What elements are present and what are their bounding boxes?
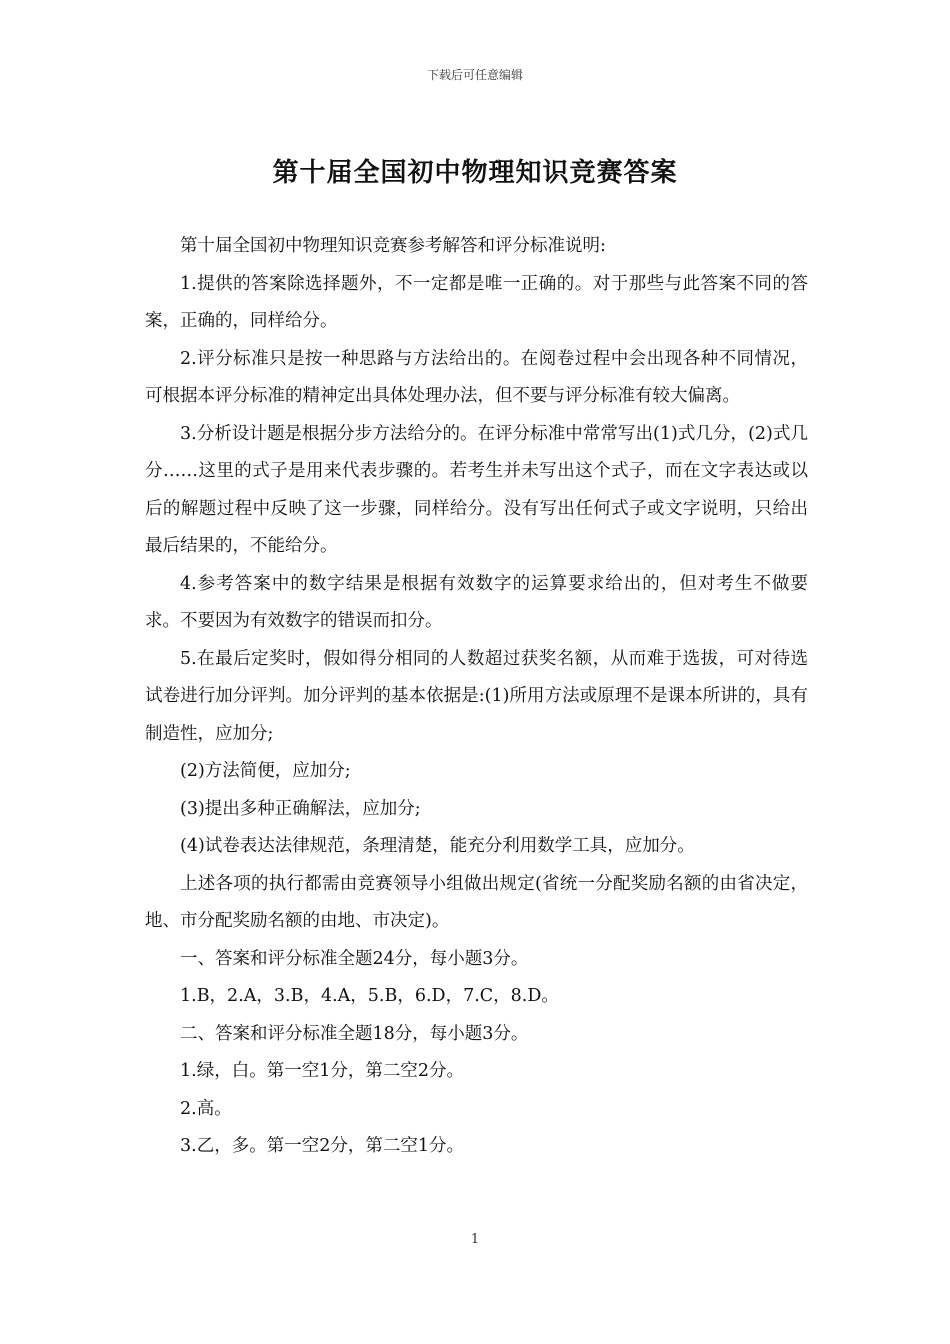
section-2-heading: 二、答案和评分标准全题18分，每小题3分。 (180, 1023, 529, 1044)
document-body (145, 228, 808, 1166)
page-header: 下载后可任意编辑 (426, 68, 523, 82)
paragraph-execution-note: 上述各项的执行都需由竞赛领导小组做出规定(省统一分配奖励名额的由省决定，地、市分配奖励名额的由地、市决定)。 (145, 873, 808, 931)
section-2-answer-3: 3.乙，多。第一空2分，第二空1分。 (180, 1136, 464, 1156)
page-number: 1 (470, 1232, 480, 1247)
paragraph-bonus-2: (2)方法简便，应加分; (180, 761, 351, 781)
paragraph-rule-5: 5.在最后定奖时，假如得分相同的人数超过获奖名额，从而难于选拔，可对待选试卷进行加分评判。加分评判的基本依据是:(1)所用方法或原理不是课本所讲的，具有制造性，应加分; (145, 648, 808, 744)
paragraph-rule-1: 1.提供的答案除选择题外，不一定都是唯一正确的。对于那些与此答案不同的答案，正确的，同样给分。 (145, 273, 808, 331)
section-2-answer-2: 2.高。 (180, 1098, 232, 1119)
paragraph-rule-4: 4.参考答案中的数字结果是根据有效数字的运算要求给出的，但对考生不做要求。不要因为有效数字的错误而扣分。 (145, 573, 808, 631)
document-title: 第十届全国初中物理知识竞赛答案 (272, 158, 678, 188)
section-1-answers: 1.B，2.A，3.B，4.A，5.B，6.D，7.C，8.D。 (180, 986, 559, 1006)
paragraph-intro: 第十届全国初中物理知识竞赛参考解答和评分标准说明: (180, 236, 606, 256)
paragraph-bonus-4: (4)试卷表达法律规范，条理清楚，能充分利用数学工具，应加分。 (180, 836, 695, 856)
section-1-heading: 一、答案和评分标准全题24分，每小题3分。 (180, 948, 529, 969)
section-2-answer-1: 1.绿，白。第一空1分，第二空2分。 (180, 1061, 464, 1081)
paragraph-rule-2: 2.评分标准只是按一种思路与方法给出的。在阅卷过程中会出现各种不同情况，可根据本评分标准的精神定出具体处理办法，但不要与评分标准有较大偏离。 (145, 348, 808, 406)
paragraph-bonus-3: (3)提出多种正确解法，应加分; (180, 798, 421, 819)
paragraph-rule-3: 3.分析设计题是根据分步方法给分的。在评分标准中常常写出(1)式几分，(2)式几分……这里的式子是用来代表步骤的。若考生并未写出这个式子，而在文字表达或以后的解题过程中反映了这一步骤，同样给分。没有写出任何式子或文字说明，只给出最后结果的，不能给分。 (145, 423, 808, 556)
